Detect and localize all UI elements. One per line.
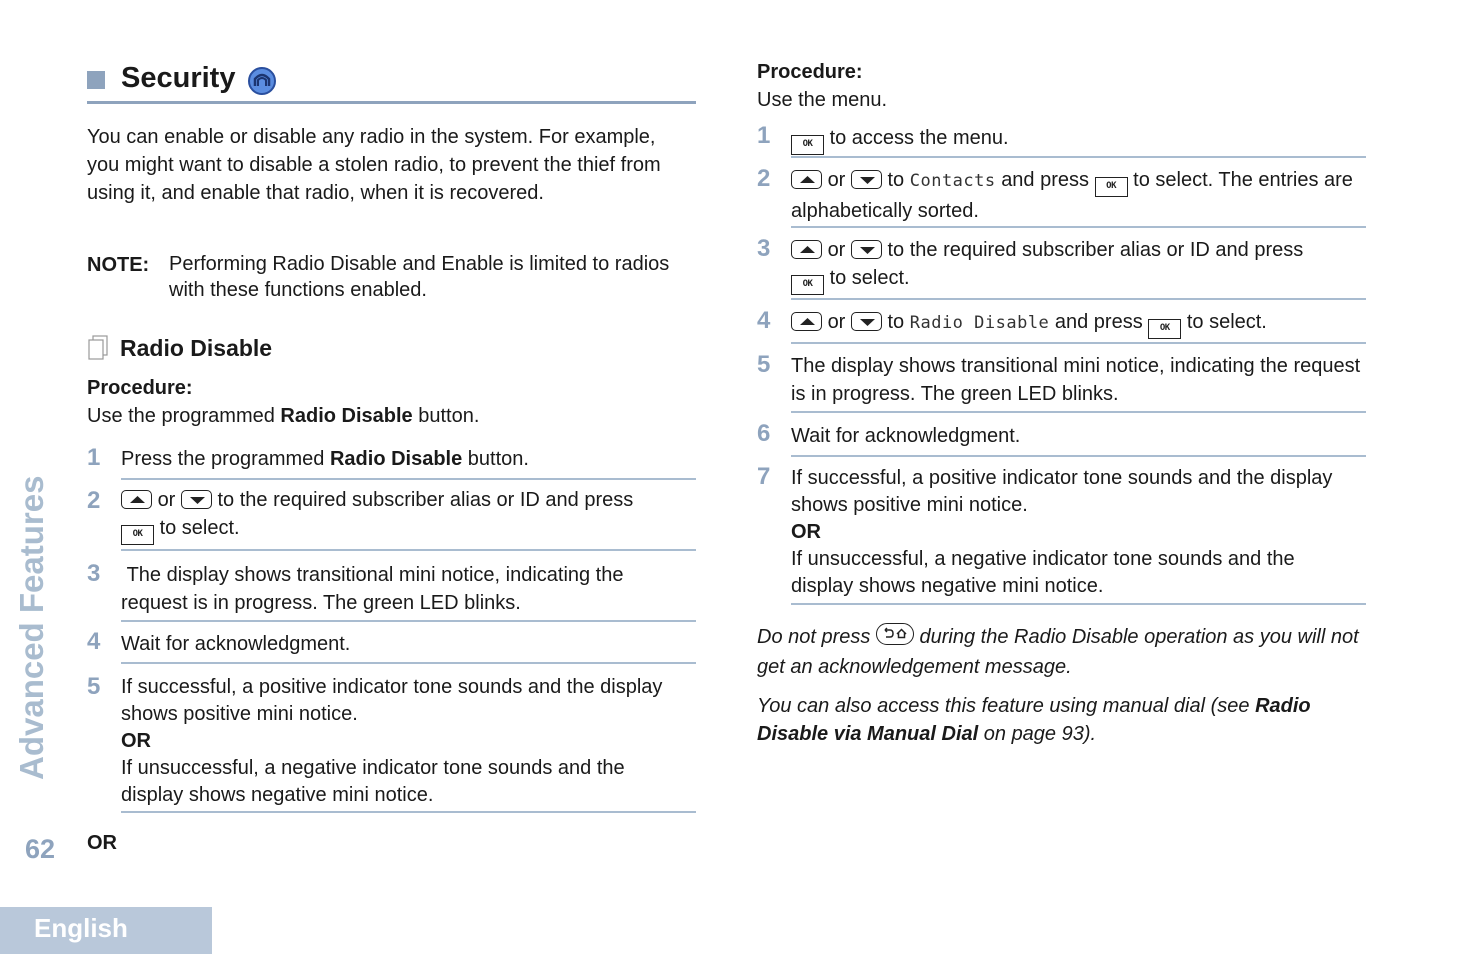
step-text: If successful, a positive indicator tone sounds and the display shows positive mini notice. OR If unsuccessful, a negative indicator tone sounds and the display shows negative mini notice. (121, 676, 663, 806)
down-arrow-key-icon (851, 240, 882, 259)
step-text: or to the required subscriber alias or ID and press OK to select. (791, 236, 1366, 295)
step-number: 6 (757, 420, 771, 447)
or-separator: OR (87, 832, 117, 854)
menu-item-radio-disable: Radio Disable (909, 313, 1050, 333)
step-divider (121, 662, 696, 664)
notice-paragraph: Do not press during the Radio Disable operation as you will not get an acknowledgement message. (757, 622, 1367, 682)
feature-page-icon (87, 335, 109, 361)
menu-ok-key-icon: OK (121, 525, 154, 545)
down-arrow-key-icon (851, 312, 882, 331)
step-number: 5 (757, 351, 771, 378)
reference-paragraph: You can also access this feature using manual dial (see Radio Disable via Manual Dial on page 93). (757, 695, 1311, 745)
step-number: 1 (757, 122, 771, 149)
step-number: 2 (87, 487, 101, 514)
heading-square-icon (87, 71, 105, 89)
up-arrow-key-icon (791, 170, 822, 189)
left-procedure-intro: Use the programmed Radio Disable button. (87, 405, 480, 427)
step-divider (791, 156, 1366, 158)
step-number: 5 (87, 673, 101, 700)
step-divider (791, 411, 1366, 413)
title-underline (87, 101, 696, 104)
down-arrow-key-icon (851, 170, 882, 189)
reference-link[interactable]: Radio Disable via Manual Dial (757, 695, 1311, 745)
step-number: 3 (87, 560, 101, 587)
step-text: If successful, a positive indicator tone sounds and the display shows positive mini notice. OR If unsuccessful, a negative indicator tone sounds and the display shows negative mini notice. (791, 467, 1333, 597)
intro-paragraph: You can enable or disable any radio in the system. For example, you might want to disable a stolen radio, to prevent the thief from using it, and enable that radio, when it is recovered. (87, 126, 661, 204)
step-text: or to Radio Disable and press OK to select. (791, 308, 1366, 339)
page-number: 62 (25, 834, 56, 864)
up-arrow-key-icon (791, 240, 822, 259)
step-text: Wait for acknowledgment. (791, 425, 1021, 447)
step-text: or to Contacts and press OK to select. The entries are alphabetically sorted. (791, 169, 1353, 222)
mototrbo-badge-icon (247, 66, 277, 96)
right-procedure-intro: Use the menu. (757, 89, 888, 111)
step-text: Press the programmed Radio Disable button. (121, 448, 529, 470)
step-number: 1 (87, 444, 101, 471)
up-arrow-key-icon (791, 312, 822, 331)
note-text: Performing Radio Disable and Enable is limited to radios with these functions enabled. (169, 253, 670, 301)
step-divider (791, 455, 1366, 457)
step-divider (791, 342, 1366, 344)
step-number: 4 (87, 628, 101, 655)
menu-ok-key-icon: OK (791, 275, 824, 295)
step-number: 7 (757, 463, 771, 490)
step-text: The display shows transitional mini notice, indicating the request is in progress. The green LED blinks. (791, 355, 1361, 405)
step-text: or to the required subscriber alias or ID and press OK to select. (121, 486, 696, 545)
right-procedure-label: Procedure: (757, 61, 863, 83)
step-text: Wait for acknowledgment. (121, 633, 351, 655)
down-arrow-key-icon (181, 490, 212, 509)
page-title: Security (121, 62, 236, 94)
menu-ok-key-icon: OK (1095, 177, 1128, 197)
step-divider (791, 226, 1366, 228)
left-procedure-label: Procedure: (87, 377, 193, 399)
step-divider (121, 620, 696, 622)
section-title: Radio Disable (120, 335, 273, 361)
step-divider (791, 603, 1366, 605)
step-number: 3 (757, 235, 771, 262)
menu-item-contacts: Contacts (909, 171, 996, 191)
step-number: 2 (757, 165, 771, 192)
step-divider (121, 811, 696, 813)
vertical-chapter-title: Advanced Features (13, 475, 50, 780)
step-divider (791, 298, 1366, 300)
menu-ok-key-icon: OK (791, 135, 824, 155)
note-label: NOTE: (87, 254, 150, 276)
menu-ok-key-icon: OK (1148, 319, 1181, 339)
step-divider (121, 549, 696, 551)
step-divider (121, 478, 696, 480)
up-arrow-key-icon (121, 490, 152, 509)
step-number: 4 (757, 307, 771, 334)
back-home-key-icon (876, 623, 914, 645)
step-text: OK to access the menu. (791, 124, 1009, 155)
language-tab (0, 907, 212, 954)
step-text: The display shows transitional mini notice, indicating the request is in progress. The green LED blinks. (121, 564, 630, 614)
language-label: English (34, 913, 128, 943)
